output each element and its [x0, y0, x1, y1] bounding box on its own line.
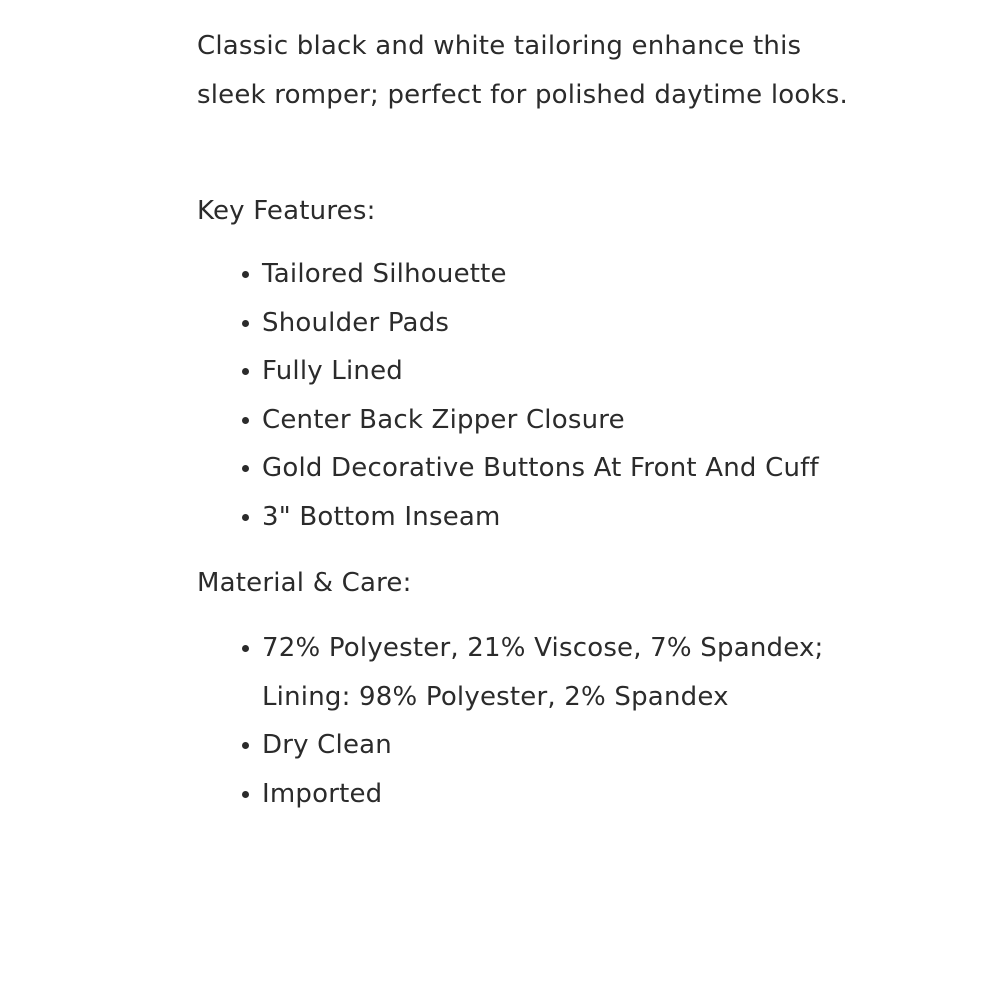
list-item: Dry Clean [262, 721, 857, 770]
product-details [197, 22, 857, 818]
material-care-heading: Material & Care: [197, 568, 412, 598]
list-item: 3" Bottom Inseam [262, 493, 857, 542]
list-item: Gold Decorative Buttons At Front And Cuff [262, 444, 857, 493]
list-item: Fully Lined [262, 347, 857, 396]
key-features-heading: Key Features: [197, 196, 376, 226]
list-item: 72% Polyester, 21% Viscose, 7% Spandex; Lining: 98% Polyester, 2% Spandex [262, 624, 857, 721]
product-description: Classic black and white tailoring enhance this sleek romper; perfect for polished daytime looks. [197, 31, 848, 110]
key-features-list [197, 250, 857, 541]
list-item: Center Back Zipper Closure [262, 396, 857, 445]
list-item: Tailored Silhouette [262, 250, 857, 299]
list-item: Imported [262, 770, 857, 819]
list-item: Shoulder Pads [262, 299, 857, 348]
material-care-list [197, 624, 857, 818]
